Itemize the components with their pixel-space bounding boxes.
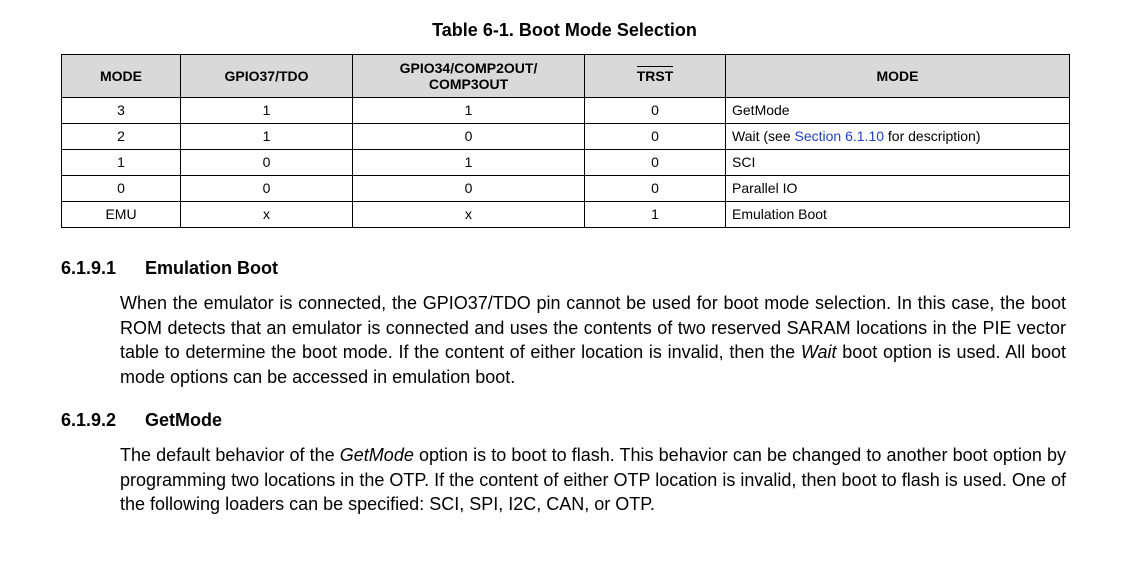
cell-mode: 1 <box>62 150 181 176</box>
paragraph-text-post: option is to boot to flash. This behavior can be changed to another boot option by programming two locations in the OTP. If the content of either OTP location is invalid, then boot to flash is used. One of the following loaders can be specified: SCI, SPI, I2C, CAN, or OTP. <box>120 445 1066 514</box>
table-header-row <box>62 55 1070 98</box>
section-title: Emulation Boot <box>145 258 278 278</box>
table-row <box>62 98 1070 124</box>
table-title: Table 6-1. Boot Mode Selection <box>432 20 697 40</box>
section-heading-emulation-boot <box>61 257 278 279</box>
header-gpio34-line2: COMP3OUT <box>428 76 509 92</box>
paragraph-text-pre: The default behavior of the <box>120 445 340 465</box>
cell-gpio34: 1 <box>353 98 585 124</box>
header-mode: MODE <box>62 55 181 98</box>
cell-trst: 0 <box>585 176 726 202</box>
section-6-1-10-link[interactable]: Section 6.1.10 <box>794 128 885 144</box>
cell-gpio34: 1 <box>353 150 585 176</box>
section-title: GetMode <box>145 410 223 430</box>
header-mode-desc: MODE <box>726 55 1070 98</box>
description-text-pre: Wait (see <box>732 128 795 144</box>
section-number: 6.1.9.1 <box>61 258 117 278</box>
cell-description <box>726 124 1070 150</box>
header-trst <box>585 55 726 98</box>
paragraph-italic: GetMode <box>339 445 414 465</box>
cell-gpio37: 1 <box>181 124 353 150</box>
cell-mode: 3 <box>62 98 181 124</box>
header-trst-label: TRST <box>636 68 674 84</box>
cell-trst: 0 <box>585 150 726 176</box>
cell-gpio37: x <box>181 202 353 228</box>
cell-mode: 2 <box>62 124 181 150</box>
boot-mode-table <box>61 54 1070 228</box>
table-row <box>62 202 1070 228</box>
table-row <box>62 176 1070 202</box>
cell-trst: 0 <box>585 124 726 150</box>
cell-gpio34: x <box>353 202 585 228</box>
paragraph-text-pre: When the emulator is connected, the GPIO37/TDO pin cannot be used for boot mode selection. In this case, the boot ROM detects that an emulator is connected and uses the contents of two reserved SARAM locations in the PIE vector table to determine the boot mode. If the content of either location is invalid, then the <box>120 293 1066 362</box>
table-row <box>62 124 1070 150</box>
cell-description: Emulation Boot <box>726 202 1070 228</box>
cell-gpio37: 1 <box>181 98 353 124</box>
section-heading-getmode <box>61 409 222 431</box>
cell-description: Parallel IO <box>726 176 1070 202</box>
cell-trst: 1 <box>585 202 726 228</box>
paragraph-emulation-boot <box>120 291 1066 389</box>
cell-gpio34: 0 <box>353 176 585 202</box>
header-gpio37: GPIO37/TDO <box>181 55 353 98</box>
cell-mode: 0 <box>62 176 181 202</box>
cell-description: SCI <box>726 150 1070 176</box>
header-gpio34 <box>353 55 585 98</box>
cell-gpio34: 0 <box>353 124 585 150</box>
paragraph-italic: Wait <box>800 342 837 362</box>
cell-mode: EMU <box>62 202 181 228</box>
cell-description: GetMode <box>726 98 1070 124</box>
cell-trst: 0 <box>585 98 726 124</box>
section-number: 6.1.9.2 <box>61 410 117 430</box>
cell-gpio37: 0 <box>181 176 353 202</box>
header-gpio34-line1: GPIO34/COMP2OUT/ <box>399 60 538 76</box>
paragraph-text-post: boot option is used. All boot mode options can be accessed in emulation boot. <box>120 342 1066 387</box>
paragraph-getmode <box>120 443 1066 517</box>
cell-gpio37: 0 <box>181 150 353 176</box>
table-row <box>62 150 1070 176</box>
description-text-post: for description) <box>884 128 981 144</box>
